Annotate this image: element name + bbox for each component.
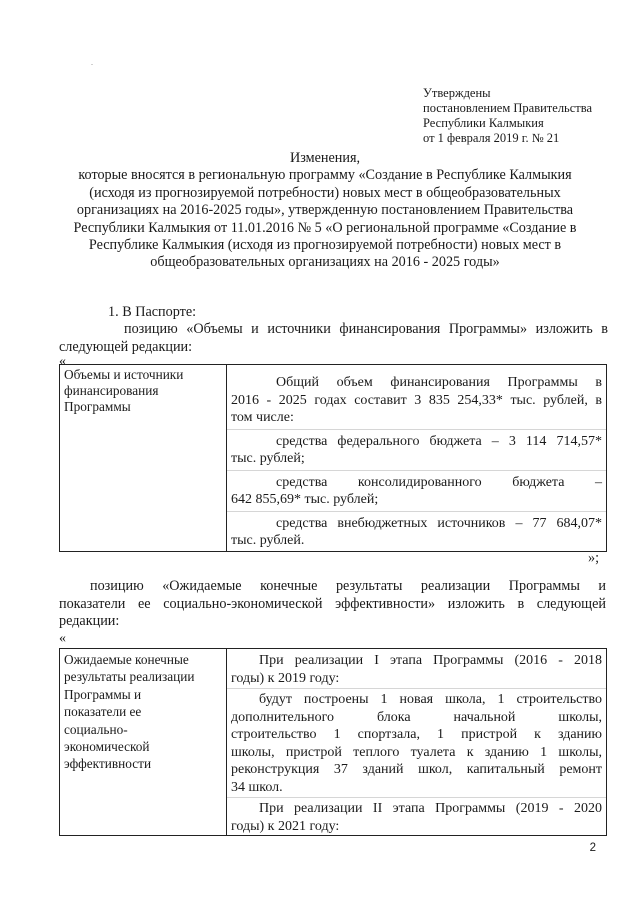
document-title (50, 150, 600, 272)
label-line: финансирования (64, 383, 159, 398)
approval-block (423, 86, 592, 146)
financing-table (59, 364, 607, 552)
value-line: 2016 - 2025 годах составит 3 835 254,33* тыс. рублей, в (231, 392, 602, 408)
quote-close: »; (588, 550, 600, 566)
value-line: тыс. рублей. (231, 533, 305, 548)
section2-intro-line: редакции: (59, 613, 120, 629)
title-line: Республике Калмыкия (исходя из прогнозируемой потребности) новых мест в (88, 237, 562, 254)
label-line: Ожидаемые конечные (64, 652, 189, 667)
approval-line: от 1 февраля 2019 г. № 21 (423, 131, 560, 145)
label-line: эффективности (64, 756, 152, 772)
value-line: средства федерального бюджета – 3 114 714,57* (276, 433, 602, 449)
quote-open: « (59, 631, 66, 646)
approval-line: Республики Калмыкия (423, 116, 544, 130)
approval-line: Утверждены (423, 86, 491, 100)
value-line: реконструкция 37 зданий школ, капитальный ремонт (231, 762, 602, 777)
title-line: общеобразовательных организациях на 2016 - 2025 годы» (150, 254, 500, 271)
results-value-cell (227, 649, 607, 836)
value-line: годы) к 2021 году: (231, 818, 340, 834)
quote-open: « (59, 354, 66, 369)
value-line: школы, пристрой теплого туалета к зданию 1 школы, (231, 744, 602, 760)
scan-mark: . (91, 58, 93, 67)
label-line: результаты реализации (64, 669, 195, 685)
value-line: строительство 1 спортзала, 1 пристрой к зданию (231, 727, 602, 742)
financing-extrabudget (227, 511, 606, 551)
approval-line: постановлением Правительства (423, 101, 593, 115)
financing-total (227, 365, 606, 429)
label-line: Программы и (64, 686, 142, 702)
title-line: которые вносятся в региональную программу «Создание в Республике Калмыкия (78, 167, 572, 184)
title-line: (исходя из прогнозируемой потребности) новых мест в общеобразовательных (89, 184, 561, 201)
label-line: Объемы и источники (64, 367, 184, 382)
value-line: будут построены 1 новая школа, 1 строительство (259, 692, 602, 707)
title-heading: Изменения, (289, 150, 361, 166)
results-stage1 (227, 649, 606, 688)
value-line: том числе: (231, 410, 294, 425)
results-label-cell (60, 649, 227, 836)
section2-intro-line: показатели ее социально-экономической эффективности» изложить в следующей (59, 596, 606, 612)
results-table (59, 648, 607, 836)
results-stage1-details (227, 688, 606, 797)
section2-intro-line: позицию «Ожидаемые конечные результаты реализации Программы и (90, 578, 606, 594)
value-line: годы) к 2019 году: (231, 670, 340, 686)
financing-label-cell (60, 365, 227, 552)
label-line: экономической (64, 739, 150, 755)
financing-value-cell (227, 365, 607, 552)
value-line: тыс. рублей; (231, 451, 305, 466)
value-line: 34 школ. (231, 779, 283, 795)
results-stage2 (227, 797, 606, 835)
value-line: При реализации II этапа Программы (2019 - 2020 (259, 801, 602, 816)
title-line: организациях на 2016-2025 годы», утвержденную постановлением Правительства (76, 202, 574, 219)
financing-federal (227, 429, 606, 470)
section1-intro-line: позицию «Объемы и источники финансирования Программы» изложить в (124, 321, 608, 337)
label-line: Программы (64, 399, 131, 414)
value-line: средства консолидированного бюджета – (276, 474, 602, 490)
value-line: Общий объем финансирования Программы в (276, 375, 602, 390)
value-line: 642 855,69* тыс. рублей; (231, 492, 379, 507)
page-number: 2 (589, 842, 596, 854)
label-line: показатели ее (64, 704, 142, 720)
section1-heading: 1. В Паспорте: (108, 304, 197, 320)
label-line: социально- (64, 721, 128, 737)
value-line: средства внебюджетных источников – 77 684,07* (276, 515, 602, 531)
value-line: При реализации I этапа Программы (2016 - 2018 (259, 653, 602, 668)
value-line: дополнительного блока начальной школы, (231, 709, 602, 725)
section1-intro-line: следующей редакции: (59, 339, 193, 355)
financing-consolidated (227, 470, 606, 511)
title-line: Республики Калмыкия от 11.01.2016 № 5 «О региональной программе «Создание в (73, 219, 577, 236)
